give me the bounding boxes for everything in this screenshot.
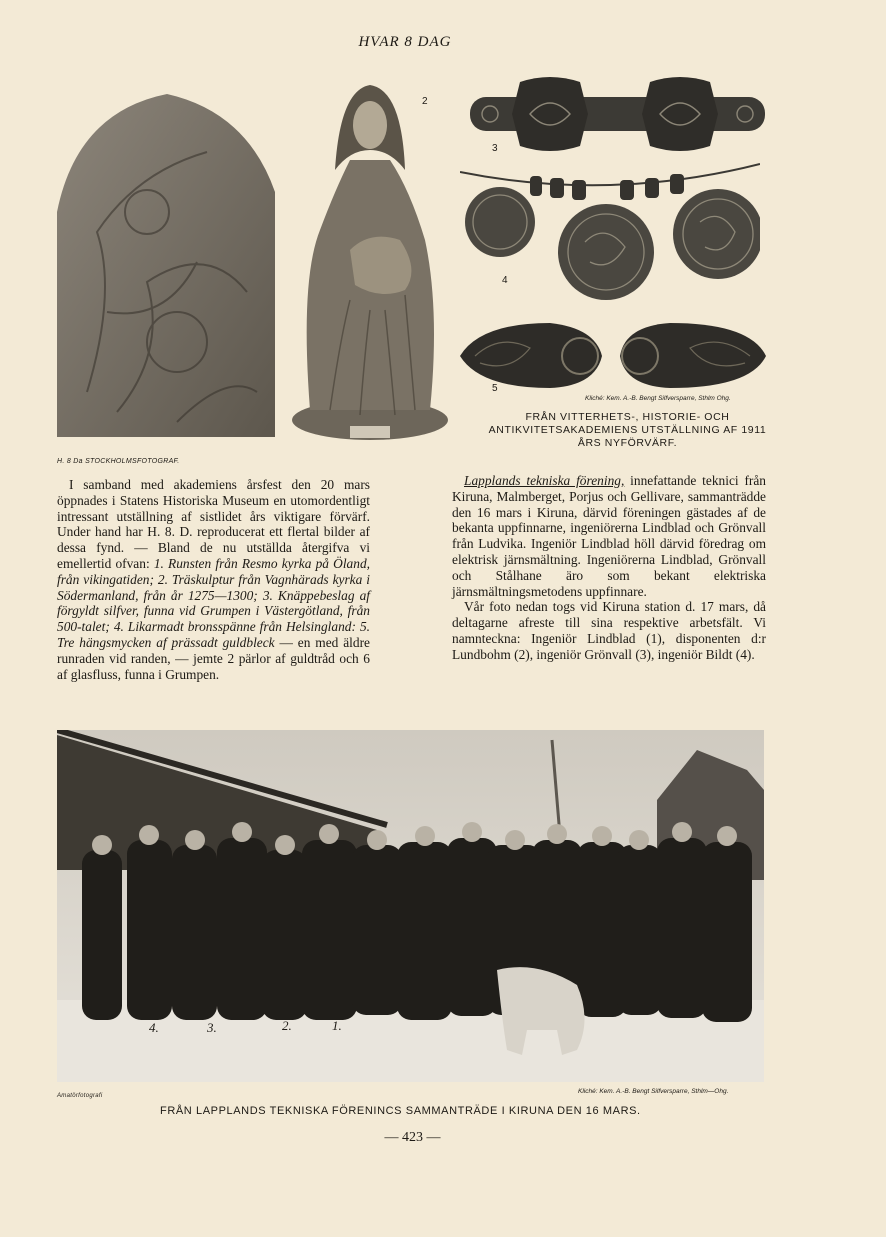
right-column-text-1: innefattande teknici från Kiruna, Malmberget, Porjus och Gellivare, sammanträdde den 16 mars i Kiruna, därvid föreningen gästades af de bekanta uppfinnarne, ingeniörerna Lindblad och Grönvall från Ludvika. Ingeniör Lindblad höll därvid föredrag om elektrisk järnsmältning. Ingeniörerna Lindblad, Grönvall och Stålhane äro som bekant elektriska järnsmältningsmetodens uppfinnare. [452,473,766,599]
brooch-photo [470,72,765,156]
left-column-italic: 1. Runsten från Resmo kyrka på Öland, från vikingatiden; 2. Träskulptur från Vagnhärads kyrka i Södermanland, från år 1275—1300; 3. Knäppebeslag af förgyldt silfver, funna vid Grumpen i Västergötland, från 500-talet; 4. Likarmadt bronsspänne från Helsingland: 5. Tre hängsmycken af prässadt guldbleck [57,555,370,650]
jewelry-credit: Kliché: Kem. A.-B. Bengt Silfversparre, Sthlm Ohg. [585,395,731,402]
figure-number-2: 2 [422,96,428,107]
right-column-text-2: Vår foto nedan togs vid Kiruna station d. 17 mars, då deltagarne afreste till sina respektive arbetsfält. Vi namnteckna: Ingeniör Lindblad (1), disponenten d:r Lundbohm (2), ingeniör Grönvall (3), ingeniör Bildt (4). [452,599,766,662]
left-column-text-2: — en med äldre runraden vid randen, — jemte 2 pärlor af guldtråd och 6 af glasfluss, funna i Grumpen. [57,634,370,682]
sculpture-photo [290,80,450,442]
right-column-lead: Lapplands tekniska förening, [464,473,625,488]
right-text-column [452,473,766,663]
group-photo-right-credit: Kliché: Kem. A.-B. Bengt Silfversparre, Sthlm—Ohg. [578,1088,729,1095]
runestone-credit: H. 8 Da STOCKHOLMSFOTOGRAF. [57,458,180,465]
left-column-text-1: I samband med akademiens årsfest den 20 mars öppnades i Statens Historiska Museum en utomordentligt intressant utställning af sistlidet års viktigare förvärf. Under hand har H. 8. D. reproducerat ett flertal bilder af dessa fynd. — Bland de nu utställda återgifva vi emellertid ofvan: [57,477,370,571]
figure-number-3: 3 [492,143,498,154]
runestone-photo [57,92,277,437]
figure-number-5: 5 [492,383,498,394]
photo-marker-2: 2. [282,1018,292,1033]
figure-number-4: 4 [502,275,508,286]
top-photos-caption: FRÅN VITTERHETS-, HISTORIE- OCH ANTIKVITETSAKADEMIENS UTSTÄLLNING AF 1911 ÅRS NYFÖRVÄRF. [488,411,767,449]
photo-marker-4: 4. [149,1020,159,1035]
photo-marker-3: 3. [207,1020,217,1035]
page-number: — 423 — [384,1130,441,1145]
running-header: HVAR 8 DAG [358,34,452,50]
left-text-column [57,477,370,682]
group-photo [57,730,764,1082]
group-photo-left-credit: Amatörfotografi [57,1093,103,1099]
photo-marker-1: 1. [332,1018,342,1033]
bronze-clasp-photo [460,318,766,392]
group-photo-caption: FRÅN LAPPLANDS TEKNISKA FÖRENINCS SAMMANTRÄDE I KIRUNA DEN 16 MARS. [160,1105,641,1117]
